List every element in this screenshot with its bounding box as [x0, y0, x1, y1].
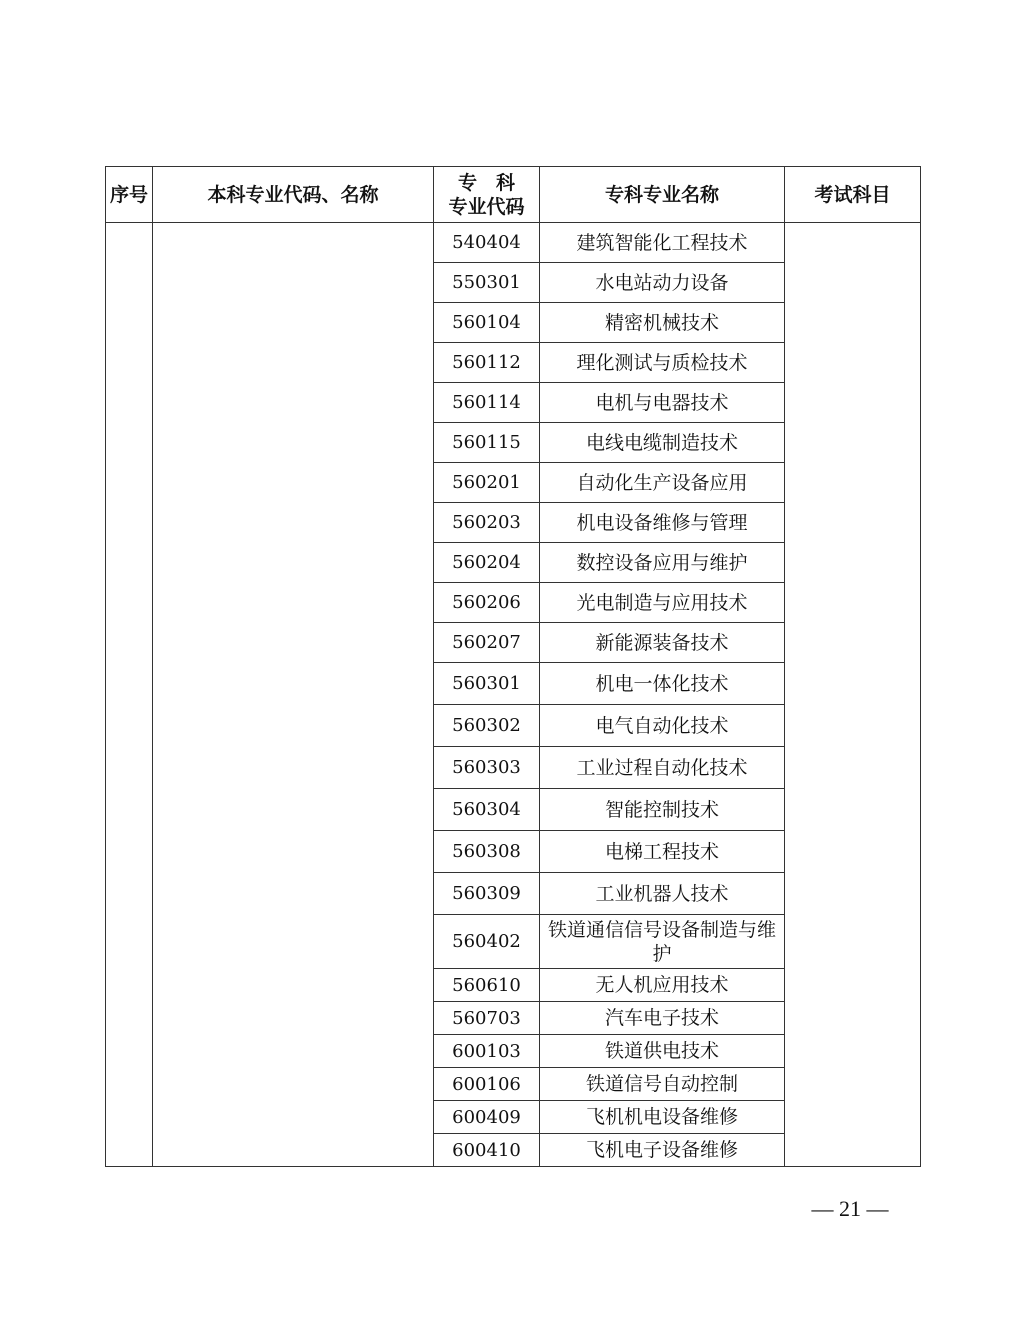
college-major-name-cell: 水电站动力设备 [540, 263, 785, 303]
college-major-name-cell: 新能源装备技术 [540, 623, 785, 663]
college-major-name-cell: 电机与电器技术 [540, 383, 785, 423]
college-code-cell: 600410 [434, 1134, 540, 1167]
college-major-name-cell: 自动化生产设备应用 [540, 463, 785, 503]
college-major-name-cell: 汽车电子技术 [540, 1002, 785, 1035]
college-code-cell: 600409 [434, 1101, 540, 1134]
college-code-cell: 550301 [434, 263, 540, 303]
table-header-row [106, 167, 921, 223]
college-code-cell: 560112 [434, 343, 540, 383]
college-code-cell: 560308 [434, 831, 540, 873]
seq-cell [106, 223, 153, 1167]
college-code-cell: 560703 [434, 1002, 540, 1035]
college-code-cell: 560207 [434, 623, 540, 663]
college-code-cell: 600103 [434, 1035, 540, 1068]
college-major-name-cell: 光电制造与应用技术 [540, 583, 785, 623]
college-major-name-cell: 智能控制技术 [540, 789, 785, 831]
undergrad-major-cell [153, 223, 434, 1167]
header-code-line1: 专 科 [457, 171, 515, 194]
header-code-line2: 专业代码 [448, 195, 525, 218]
college-code-cell: 560301 [434, 663, 540, 705]
college-major-name-cell: 工业过程自动化技术 [540, 747, 785, 789]
college-code-cell: 560610 [434, 969, 540, 1002]
header-undergrad-major: 本科专业代码、名称 [153, 167, 434, 223]
table-row [106, 223, 921, 263]
college-code-cell: 560402 [434, 915, 540, 969]
college-major-name-cell: 铁道供电技术 [540, 1035, 785, 1068]
college-major-name-cell: 电线电缆制造技术 [540, 423, 785, 463]
college-code-cell: 560115 [434, 423, 540, 463]
exam-subjects-cell [785, 223, 921, 1167]
college-major-name-cell: 飞机机电设备维修 [540, 1101, 785, 1134]
college-major-name-cell: 机电设备维修与管理 [540, 503, 785, 543]
header-seq: 序号 [106, 167, 153, 223]
college-code-cell: 560201 [434, 463, 540, 503]
college-code-cell: 540404 [434, 223, 540, 263]
majors-table [105, 166, 921, 1167]
college-major-name-cell: 机电一体化技术 [540, 663, 785, 705]
header-college-code [434, 167, 540, 223]
header-exam-subjects: 考试科目 [785, 167, 921, 223]
college-code-cell: 560204 [434, 543, 540, 583]
college-code-cell: 560114 [434, 383, 540, 423]
college-major-name-cell: 工业机器人技术 [540, 873, 785, 915]
college-code-cell: 560309 [434, 873, 540, 915]
college-code-cell: 560104 [434, 303, 540, 343]
college-major-name-cell: 电气自动化技术 [540, 705, 785, 747]
page-number: — 21 — [811, 1196, 889, 1221]
college-major-name-cell: 铁道信号自动控制 [540, 1068, 785, 1101]
college-major-name-cell: 精密机械技术 [540, 303, 785, 343]
table-body [106, 223, 921, 1167]
college-code-cell: 560203 [434, 503, 540, 543]
college-code-cell: 560206 [434, 583, 540, 623]
college-code-cell: 600106 [434, 1068, 540, 1101]
college-code-cell: 560302 [434, 705, 540, 747]
college-major-name-cell: 电梯工程技术 [540, 831, 785, 873]
header-college-major-name: 专科专业名称 [540, 167, 785, 223]
college-major-name-cell: 理化测试与质检技术 [540, 343, 785, 383]
college-code-cell: 560303 [434, 747, 540, 789]
college-code-cell: 560304 [434, 789, 540, 831]
college-major-name-cell: 无人机应用技术 [540, 969, 785, 1002]
college-major-name-cell: 数控设备应用与维护 [540, 543, 785, 583]
college-major-name-cell: 建筑智能化工程技术 [540, 223, 785, 263]
college-major-name-cell: 铁道通信信号设备制造与维护 [540, 915, 785, 969]
college-major-name-cell: 飞机电子设备维修 [540, 1134, 785, 1167]
